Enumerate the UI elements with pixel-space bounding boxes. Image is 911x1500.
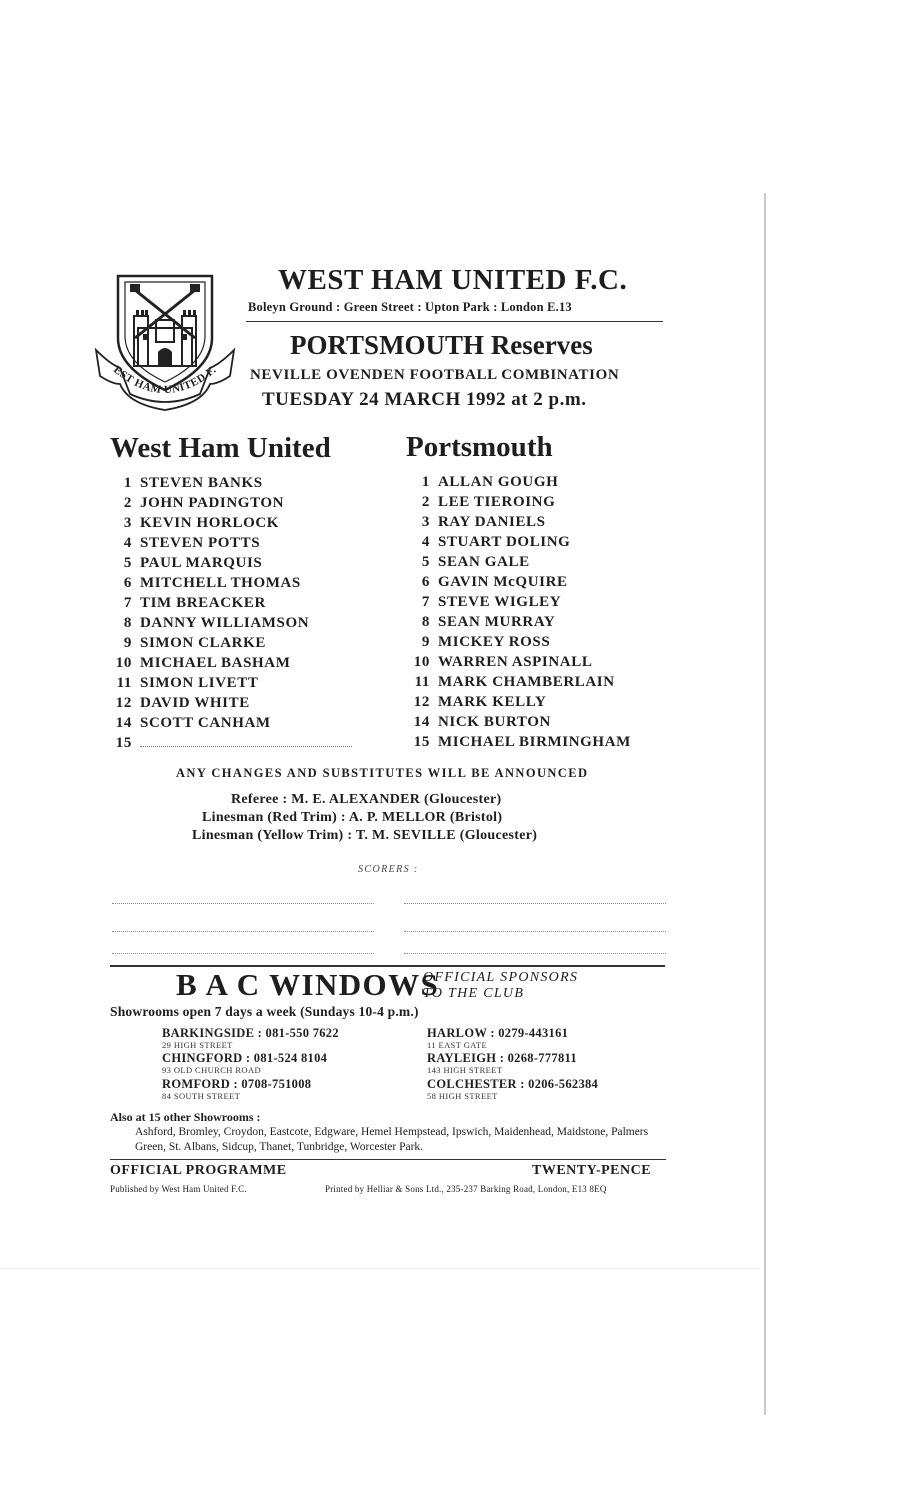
player-name: MITCHELL THOMAS [140, 575, 301, 591]
player-name: JOHN PADINGTON [140, 495, 285, 511]
away-scorers-line [404, 931, 666, 932]
sponsor-tagline [423, 970, 578, 1002]
player-number: 10 [115, 655, 132, 671]
branch-barkingside [162, 1026, 339, 1051]
list-item [110, 633, 370, 653]
home-scorers-line [112, 903, 374, 904]
list-item [110, 653, 370, 673]
player-number: 12 [413, 694, 430, 710]
club-name: WEST HAM UNITED F.C. [278, 264, 628, 296]
competition-name: NEVILLE OVENDEN FOOTBALL COMBINATION [250, 367, 620, 383]
referee-line: Referee : M. E. ALEXANDER (Gloucester) [231, 792, 502, 807]
player-number: 7 [123, 595, 132, 611]
list-item [408, 632, 658, 652]
opponent-title: PORTSMOUTH Reserves [290, 330, 593, 360]
programme-label: OFFICIAL PROGRAMME [110, 1163, 287, 1178]
player-number: 1 [123, 475, 132, 491]
player-name: MICHAEL BASHAM [140, 655, 291, 671]
programme-price: TWENTY-PENCE [532, 1163, 652, 1178]
printer-credit: Printed by Helliar & Sons Ltd., 235-237 Barking Road, London, E13 8EQ [325, 1184, 607, 1194]
match-date: TUESDAY 24 MARCH 1992 at 2 p.m. [262, 389, 587, 410]
branch-colchester [427, 1077, 598, 1102]
list-item [408, 672, 658, 692]
list-item [408, 512, 658, 532]
branch-phone: COLCHESTER : 0206-562384 [427, 1077, 599, 1091]
showroom-hours: Showrooms open 7 days a week (Sundays 10-4 p.m.) [110, 1004, 419, 1019]
branch-phone: HARLOW : 0279-443161 [427, 1026, 569, 1040]
player-name: KEVIN HORLOCK [140, 515, 280, 531]
branch-address: 143 HIGH STREET [427, 1065, 503, 1075]
blank-player-line [140, 736, 352, 747]
player-number: 11 [116, 675, 132, 691]
home-scorers-line [112, 931, 374, 932]
player-number: 4 [123, 535, 132, 551]
home-scorers-line [112, 953, 374, 954]
branch-phone: CHINGFORD : 081-524 8104 [162, 1051, 328, 1065]
list-item [110, 733, 370, 753]
player-name: SEAN GALE [438, 554, 530, 570]
list-item [110, 673, 370, 693]
player-name: SIMON LIVETT [140, 675, 259, 691]
header-divider [246, 321, 663, 322]
list-item [110, 613, 370, 633]
player-number: 1 [421, 474, 430, 490]
player-name: LEE TIEROING [438, 494, 556, 510]
branch-address: 93 OLD CHURCH ROAD [162, 1065, 262, 1075]
player-name: TIM BREACKER [140, 595, 266, 611]
scorers-label: SCORERS : [358, 864, 419, 875]
linesman-yellow-line: Linesman (Yellow Trim) : T. M. SEVILLE (Gloucester) [192, 828, 538, 843]
player-number: 11 [414, 674, 430, 690]
player-name: GAVIN McQUIRE [438, 574, 568, 590]
home-lineup [110, 473, 370, 753]
player-number: 2 [421, 494, 430, 510]
branch-address: 84 SOUTH STREET [162, 1091, 241, 1101]
player-number: 14 [413, 714, 430, 730]
branch-phone: RAYLEIGH : 0268-777811 [427, 1051, 577, 1065]
branch-phone: ROMFORD : 0708-751008 [162, 1077, 312, 1091]
footer-divider [110, 1159, 666, 1160]
player-number: 3 [421, 514, 430, 530]
player-number: 9 [421, 634, 430, 650]
player-name: WARREN ASPINALL [438, 654, 593, 670]
list-item [408, 612, 658, 632]
page-edge-shadow [764, 193, 766, 1415]
list-item [110, 693, 370, 713]
away-team-title: Portsmouth [406, 431, 553, 463]
list-item [110, 713, 370, 733]
player-name: DANNY WILLIAMSON [140, 615, 310, 631]
player-number: 10 [413, 654, 430, 670]
away-scorers-line [404, 903, 666, 904]
player-name: PAUL MARQUIS [140, 555, 263, 571]
player-name: STUART DOLING [438, 534, 571, 550]
player-number: 2 [123, 495, 132, 511]
player-name: ALLAN GOUGH [438, 474, 559, 490]
list-item [110, 493, 370, 513]
player-name: MICHAEL BIRMINGHAM [438, 734, 631, 750]
player-number: 5 [421, 554, 430, 570]
list-item [408, 652, 658, 672]
other-showrooms-title: Also at 15 other Showrooms : [110, 1110, 261, 1124]
branch-address: 58 HIGH STREET [427, 1091, 498, 1101]
player-name: NICK BURTON [438, 714, 551, 730]
player-number: 4 [421, 534, 430, 550]
sponsor-name: B A C WINDOWS [176, 967, 440, 1002]
player-name: MICKEY ROSS [438, 634, 551, 650]
list-item [110, 513, 370, 533]
list-item [408, 572, 658, 592]
list-item [408, 732, 658, 752]
list-item [110, 593, 370, 613]
player-number: 3 [123, 515, 132, 531]
branch-phone: BARKINGSIDE : 081-550 7622 [162, 1026, 339, 1040]
list-item [408, 712, 658, 732]
away-scorers-line [404, 953, 666, 954]
branch-address: 29 HIGH STREET [162, 1040, 233, 1050]
player-number: 5 [123, 555, 132, 571]
branch-chingford [162, 1051, 327, 1076]
branch-romford [162, 1077, 311, 1102]
player-number: 7 [421, 594, 430, 610]
publisher-credit: Published by West Ham United F.C. [110, 1184, 247, 1194]
other-showrooms-list: Ashford, Bromley, Croydon, Eastcote, Edgware, Hemel Hempstead, Ipswich, Maidenhead, Maidstone, Palmers Green, St. Albans, Sidcup, Thanet, Tunbridge, Worcester Park. [135, 1126, 649, 1153]
fold-mark [0, 1268, 760, 1269]
player-number: 8 [421, 614, 430, 630]
list-item [408, 592, 658, 612]
player-number: 6 [421, 574, 430, 590]
player-number: 9 [123, 635, 132, 651]
player-name: DAVID WHITE [140, 695, 250, 711]
player-name: RAY DANIELS [438, 514, 546, 530]
crest-ribbon-text: EST HAM UNITED F. [111, 363, 219, 397]
player-name: SEAN MURRAY [438, 614, 556, 630]
away-lineup [408, 472, 658, 752]
player-name: SCOTT CANHAM [140, 715, 271, 731]
list-item [110, 553, 370, 573]
player-number: 8 [123, 615, 132, 631]
list-item [408, 552, 658, 572]
list-item [408, 532, 658, 552]
player-name: MARK KELLY [438, 694, 547, 710]
branch-rayleigh [427, 1051, 577, 1076]
list-item [408, 692, 658, 712]
player-name: STEVEN BANKS [140, 475, 263, 491]
substitutes-notice: ANY CHANGES AND SUBSTITUTES WILL BE ANNOUNCED [176, 766, 589, 780]
list-item [408, 492, 658, 512]
player-number: 14 [115, 715, 132, 731]
player-name: MARK CHAMBERLAIN [438, 674, 615, 690]
list-item [110, 533, 370, 553]
branch-address: 11 EAST GATE [427, 1040, 488, 1050]
branch-harlow [427, 1026, 568, 1051]
club-crest [90, 268, 240, 416]
player-name: STEVEN POTTS [140, 535, 261, 551]
linesman-red-line: Linesman (Red Trim) : A. P. MELLOR (Bristol) [202, 810, 503, 825]
player-name: SIMON CLARKE [140, 635, 266, 651]
home-team-title: West Ham United [110, 432, 331, 464]
sponsor-tagline-line: TO THE CLUB [423, 986, 525, 1001]
list-item [110, 473, 370, 493]
player-number: 12 [115, 695, 132, 711]
list-item [408, 472, 658, 492]
sponsor-tagline-line: OFFICIAL SPONSORS [423, 970, 579, 985]
ground-address: Boleyn Ground : Green Street : Upton Park : London E.13 [248, 300, 572, 314]
player-number: 15 [413, 734, 430, 750]
player-number: 6 [123, 575, 132, 591]
player-number: 15 [115, 735, 132, 751]
player-name: STEVE WIGLEY [438, 594, 562, 610]
list-item [110, 573, 370, 593]
